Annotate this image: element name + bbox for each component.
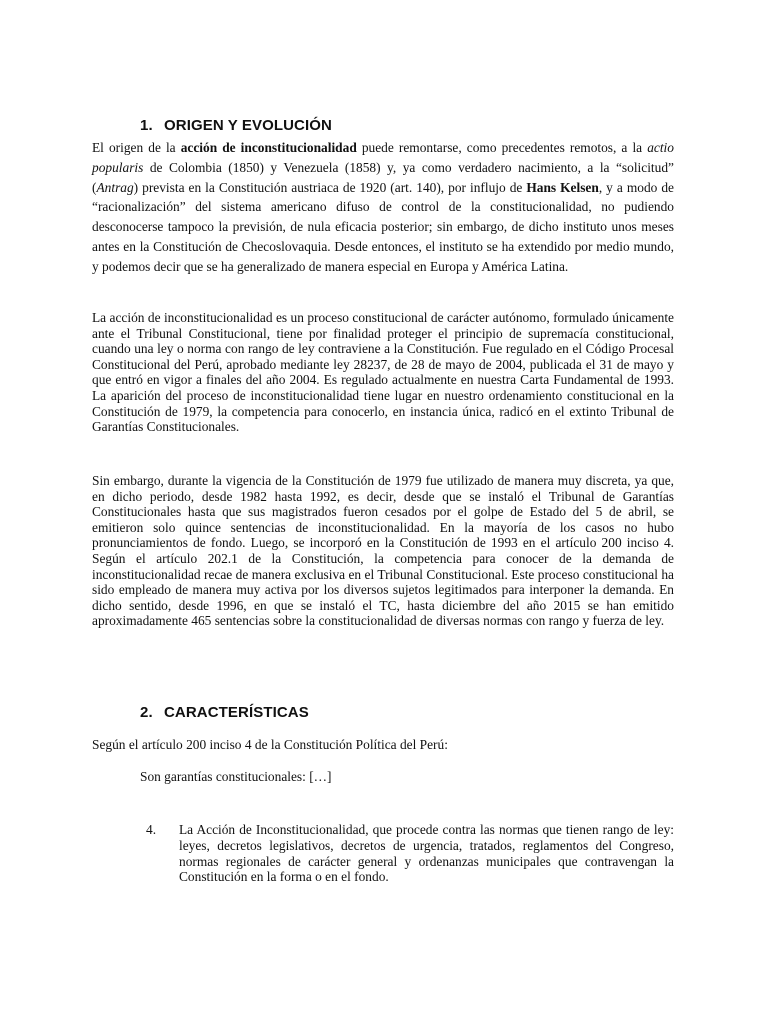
text-run: puede remontarse, como precedentes remotos, a la: [356, 140, 648, 155]
paragraph-text: Sin embargo, durante la vigencia de la Constitución de 1979 fue utilizado de manera muy discreta, ya que, en dicho periodo, desde 1982 hasta 1992, es decir, desde que se instaló el Tribunal de Garantías Constitucionales hasta que sus magistrados fueron cesados por el golpe de Estado del 5 de abril, se emitieron solo quince sentencias de inconstitucionalidad. En la mayoría de los casos no hubo pronunciamientos de fondo. Luego, se incorporó en la Constitución de 1993 en el artículo 200 inciso 4. Según el artículo 202.1 de la Constitución, la competencia para conocer de la demanda de inconstitucionalidad recae de manera exclusiva en el Tribunal Constitucional. Este proceso constitucional ha sido empleado de manera muy activa por los diversos sujetos legitimados para interponer la demanda. En dicho sentido, desde 1996, en que se instaló el TC, hasta diciembre del año 2015 se han emitido aproximadamente 465 sentencias sobre la constitucionalidad de diversas normas con rango y fuerza de ley.: [92, 473, 674, 629]
paragraph-origen: [92, 138, 674, 277]
italic-term: Antrag: [96, 179, 134, 195]
section-heading-caracteristicas: [140, 704, 309, 721]
text-run: El origen de la: [92, 140, 181, 155]
list-item-number: 4.: [146, 822, 157, 837]
italic-term: actio popularis: [92, 140, 674, 175]
paragraph-text: Según el artículo 200 inciso 4 de la Constitución Política del Perú:: [92, 737, 448, 752]
section-heading-origen: [140, 117, 332, 134]
paragraph-text: La acción de inconstitucionalidad es un proceso constitucional de carácter autónomo, formulado únicamente ante el Tribunal Constitucional, tiene por finalidad proteger el principio de supremacía constitucional, cuando una ley o norma con rango de ley contraviene a la Constitución. Fue regulado en el Código Procesal Constitucional del Perú, aprobado mediante ley 28237, de 28 de mayo de 2004, publicada el 31 de mayo y que entró en vigor a finales del año 2004. Es regulado actualmente en nuestra Carta Fundamental de 1993. La aparición del proceso de inconstitucionalidad tiene lugar en nuestro ordenamiento constitucional en la Constitución de 1979, la competencia para conocerlo, en instancia única, radicó en el extinto Tribunal de Garantías Constitucionales.: [92, 310, 674, 435]
text-run: , y a modo de “racionalización” del sistema americano difuso de control de la constitucionalidad, no pudiendo desconocerse tampoco la previsión, de nula eficacia posterior; sin embargo, de dicho instituto unos meses antes en la Constitución de Checoslovaquia. Desde entonces, el instituto se ha extendido por medio mundo, y podemos decir que se ha generalizado de manera especial en Europa y América Latina.: [92, 179, 674, 274]
bold-term: acción de inconstitucionalidad: [180, 140, 357, 155]
paragraph-intro: [92, 737, 674, 753]
quoted-text: Son garantías constitucionales: […]: [140, 769, 332, 784]
list-item-text: La Acción de Inconstitucionalidad, que procede contra las normas que tienen rango de ley: leyes, decretos legislativos, decretos de urgencia, tratados, reglamentos del Congreso, normas regionales de carácter general y ordenanzas municipales que contravengan la Constitución en la forma o en el fondo.: [179, 822, 674, 885]
paragraph-text: [92, 138, 674, 277]
text-run: ) prevista en la Constitución austriaca de 1920 (art. 140), por influjo de: [133, 179, 527, 195]
paragraph-historia: [92, 473, 674, 629]
section-title: ORIGEN Y EVOLUCIÓN: [164, 117, 332, 134]
list-item: [146, 822, 674, 885]
text-run: de Colombia (1850) y Venezuela (1858) y, ya como verdadero nacimiento, a la “solicitud” (: [92, 159, 674, 195]
section-number: 2.: [140, 704, 153, 721]
section-title: CARACTERÍSTICAS: [164, 704, 309, 721]
paragraph-definicion: [92, 310, 674, 435]
bold-term: Hans Kelsen: [526, 179, 599, 195]
section-number: 1.: [140, 117, 153, 134]
